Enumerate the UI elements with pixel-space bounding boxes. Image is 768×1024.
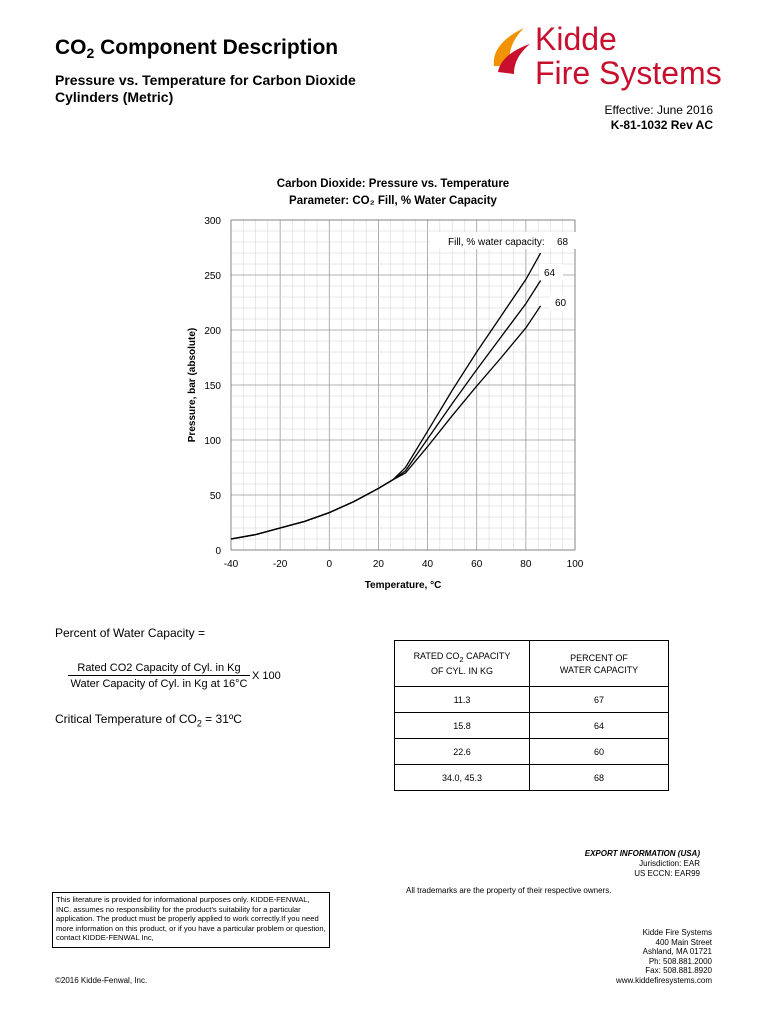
x-tick-label: 100 — [566, 559, 584, 570]
logo-wordmark-kidde: Kidde — [535, 21, 617, 57]
formula-multiplier: X 100 — [252, 670, 281, 682]
table-cell: 34.0, 45.3 — [395, 765, 530, 791]
table-cell: 68 — [530, 765, 669, 791]
capacity-table — [394, 640, 669, 791]
x-tick-label: 20 — [372, 559, 384, 570]
table-cell: 15.8 — [395, 713, 530, 739]
page-subtitle: Pressure vs. Temperature for Carbon Dioxide Cylinders (Metric) — [55, 72, 356, 105]
y-axis-label: Pressure, bar (absolute) — [187, 327, 198, 443]
formula-numerator: Rated CO2 Capacity of Cyl. in Kg — [68, 662, 250, 676]
logo-wordmark-fire-systems: Fire Systems — [535, 55, 722, 91]
y-tick-label: 200 — [204, 326, 221, 337]
series-label-60: 60 — [555, 298, 567, 309]
address-web[interactable]: www.kiddefiresystems.com — [615, 975, 712, 985]
y-tick-label: 0 — [215, 546, 221, 557]
effective-date: Effective: June 2016 — [604, 103, 713, 117]
table-cell: 60 — [530, 739, 669, 765]
x-tick-label: 60 — [471, 559, 483, 570]
formula-denominator: Water Capacity of Cyl. in Kg at 16°C — [70, 678, 248, 690]
company-address — [616, 928, 712, 986]
y-tick-label: 150 — [204, 381, 221, 392]
export-eccn: US ECCN: EAR99 — [634, 869, 700, 878]
trademarks-notice: All trademarks are the property of their respective owners. — [406, 886, 612, 895]
export-information — [585, 849, 700, 879]
copyright: ©2016 Kidde-Fenwal, Inc. — [55, 976, 148, 985]
y-tick-label: 50 — [209, 491, 221, 502]
address-city: Ashland, MA 01721 — [642, 947, 712, 957]
table-row — [395, 765, 669, 791]
series-label-64: 64 — [544, 268, 556, 279]
table-row — [395, 713, 669, 739]
x-tick-label: 40 — [422, 559, 434, 570]
table-cell: 67 — [530, 687, 669, 713]
export-heading: EXPORT INFORMATION (USA) — [584, 849, 700, 858]
column-header-rated-capacity: RATED $CO_2$ CAPACITY OF CYL. IN KG — [395, 641, 530, 687]
legend-title: Fill, % water capacity: — [448, 237, 545, 248]
column-header-percent: PERCENT OF WATER CAPACITY — [530, 641, 669, 687]
y-tick-label: 300 — [204, 216, 221, 227]
page-title: $CO_2$ Component Description — [55, 36, 339, 61]
disclaimer-box: This literature is provided for informational purposes only. KIDDE-FENWAL, INC. assumes no responsibility for the product’s suitability for a particular application. The product must be properly applied to work correctly.If you need more information on this product, or if you have a particular problem or question, contact KIDDE-FENWAL Inc, — [52, 892, 330, 948]
table-header-row — [395, 641, 669, 687]
chart-title: Carbon Dioxide: Pressure vs. Temperature — [276, 178, 510, 190]
address-phone: Ph: 508.881.2000 — [648, 956, 712, 966]
series-label-68: 68 — [557, 237, 569, 248]
x-tick-label: -20 — [272, 559, 288, 570]
y-tick-label: 250 — [204, 271, 221, 282]
x-tick-label: -40 — [223, 559, 239, 570]
critical-temperature: Critical Temperature of $CO_2$ = 31ºC — [55, 712, 242, 729]
percent-water-capacity-label: Percent of Water Capacity = — [55, 626, 205, 640]
table-cell: 64 — [530, 713, 669, 739]
table-row — [395, 687, 669, 713]
x-axis-label: Temperature, °C — [364, 580, 442, 591]
y-tick-label: 100 — [204, 436, 221, 447]
pressure-temperature-chart — [175, 170, 605, 600]
x-tick-label: 80 — [520, 559, 532, 570]
series-line-64 — [231, 281, 541, 540]
address-company: Kidde Fire Systems — [642, 928, 712, 937]
table-row — [395, 739, 669, 765]
x-tick-label: 0 — [326, 559, 333, 570]
address-street: 400 Main Street — [655, 937, 712, 947]
table-cell: 22.6 — [395, 739, 530, 765]
export-jurisdiction: Jurisdiction: EAR — [639, 859, 700, 868]
kidde-flame-logo — [488, 22, 534, 94]
chart-subtitle: Parameter: CO₂ Fill, % Water Capacity — [289, 195, 497, 207]
table-cell: 11.3 — [395, 687, 530, 713]
formula — [68, 662, 281, 690]
address-fax: Fax: 508.881.8920 — [645, 966, 712, 976]
document-number: K-81-1032 Rev AC — [610, 118, 713, 132]
